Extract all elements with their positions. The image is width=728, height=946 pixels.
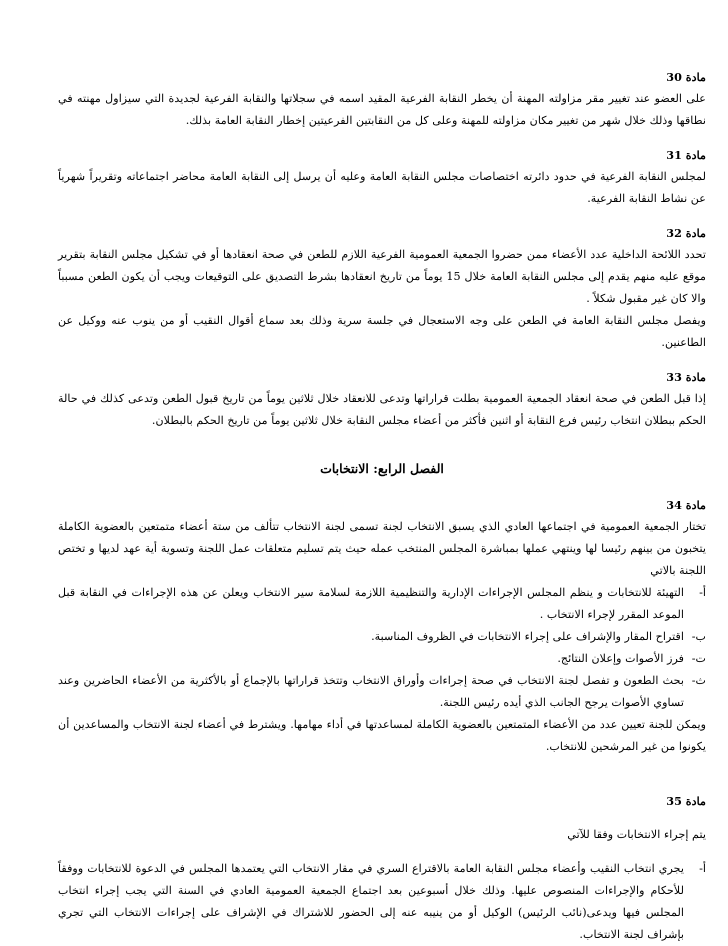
item-text: فرز الأصوات وإعلان النتائج.	[557, 652, 684, 665]
article-heading-30: مادة 30	[666, 70, 706, 84]
article-34-item-c	[58, 648, 706, 670]
article-32-text-2: ويفصل مجلس النقابة العامة في الطعن على وجه الاستعجال في جلسة سرية وذلك بعد سماع أقوال النقيب أو من ينوب عنه ووكيل عن الطاعنين.	[58, 314, 706, 349]
item-text: يجري انتخاب النقيب وأعضاء مجلس النقابة العامة بالاقتراع السري في مقار الانتخاب التي يعتمدها المجلس في الدعوة للانتخابات ووفقاً للأحكام والإجراءات المنصوص عليها. وذلك خلال أسبوعين بعد اجتماع الجمعية العمومية العادي في السنة التي يجب إجراء انتخاب المجلس فيها ويدعى(نائب الرئيس) الوكيل أو من ينيبه عنه إلى الحضور للاشتراك في الإشراف على إجراءات الانتخاب التي تجري بإشراف لجنة الانتخاب.	[58, 862, 684, 941]
article-34-item-d	[58, 670, 706, 714]
document-page	[58, 66, 706, 946]
item-marker: ث-	[691, 674, 706, 687]
article-heading-31: مادة 31	[666, 148, 706, 162]
article-34-item-a	[58, 582, 706, 626]
item-text: التهيئة للانتخابات و ينظم المجلس الإجراءات الإدارية والتنظيمية اللازمة لسلامة سير الانتخاب ويعلن عن هذه الإجراءات في النقابة قبل الموعد المقرر لإجراء الانتخاب .	[58, 586, 684, 621]
item-marker: ت-	[691, 652, 706, 665]
article-heading-33: مادة 33	[666, 370, 706, 384]
article-heading-32: مادة 32	[666, 226, 706, 240]
item-marker: ب-	[691, 630, 706, 643]
article-32-text-1: تحدد اللائحة الداخلية عدد الأعضاء ممن حضروا الجمعية العمومية الفرعية اللازم للطعن في صحة انعقادها أو في تشكيل مجلس النقابة بتقرير موقع عليه منهم يقدم إلى مجلس النقابة العامة خلال 15 يوماً من تاريخ انعقادها بشرط التصديق على التوقيعات ويجب أن يكون الطعن مسبباً والا كان غير مقبول شكلاً .	[58, 248, 706, 305]
article-heading-34: مادة 34	[666, 498, 706, 512]
item-text: اقتراح المقار والإشراف على إجراء الانتخابات في الظروف المناسبة.	[371, 630, 684, 643]
article-35-item-a	[58, 858, 706, 946]
chapter-title: الفصل الرابع: الانتخابات	[320, 461, 444, 476]
article-35-intro: يتم إجراء الانتخابات وفقا للآتي	[567, 828, 706, 841]
item-marker: أ-	[699, 862, 706, 875]
article-34-intro: تختار الجمعية العمومية في اجتماعها العادي الذي يسبق الانتخاب لجنة تسمى لجنة الانتخاب تتألف من ستة أعضاء متمتعين بالعضوية الكاملة يتخبون من بينهم رئيسا لها وينتهي عملها بمباشرة المجلس المنتخب عمله حيث يتم تسليم متعلقات عمل اللجنة وتسوية أية عهد لديها و تختص اللجنة بالاتي	[58, 520, 706, 577]
item-text: بحث الطعون و تفصل لجنة الانتخاب في صحة إجراءات وأوراق الانتخاب وتتخذ قراراتها بالإجماع أو بالأكثرية من الأعضاء الحاضرين وعند تساوي الأصوات يرجح الجانب الذي أيده رئيس اللجنة.	[58, 674, 684, 709]
article-34-item-b	[58, 626, 706, 648]
item-marker: أ-	[699, 586, 706, 599]
article-34-closing: ويمكن للجنة تعيين عدد من الأعضاء المتمتعين بالعضوية الكاملة لمساعدتها في أداء مهامها. ويشترط في أعضاء لجنة الانتخاب والمساعدين أن يكونوا من غير المرشحين للانتخاب.	[58, 718, 706, 753]
article-33-text: إذا قبل الطعن في صحة انعقاد الجمعية العمومية بطلت قراراتها وتدعى للانعقاد خلال ثلاثين يوماً من تاريخ قبول الطعن وتدعى كذلك في حالة الحكم ببطلان انتخاب رئيس فرع النقابة أو اثنين فأكثر من أعضاء مجلس النقابة خلال ثلاثين يوماً من تاريخ الحكم بالبطلان.	[58, 392, 706, 427]
article-30-text: على العضو عند تغيير مقر مزاولته المهنة أن يخطر النقابة الفرعية المقيد اسمه في سجلاتها والنقابة الفرعية لجديدة التي سيزاول مهنته في نطاقها وذلك خلال شهر من تغيير مكان مزاولته للمهنة وعلى كل من النقابتين الفرعيتين إخطار النقابة العامة بذلك.	[58, 92, 706, 127]
article-heading-35: مادة 35	[666, 794, 706, 808]
article-31-text: لمجلس النقابة الفرعية في حدود دائرته اختصاصات مجلس النقابة العامة وعليه أن يرسل إلى النقابة العامة محاضر اجتماعاته وتقريراً شهرياً عن نشاط النقابة الفرعية.	[58, 170, 706, 205]
